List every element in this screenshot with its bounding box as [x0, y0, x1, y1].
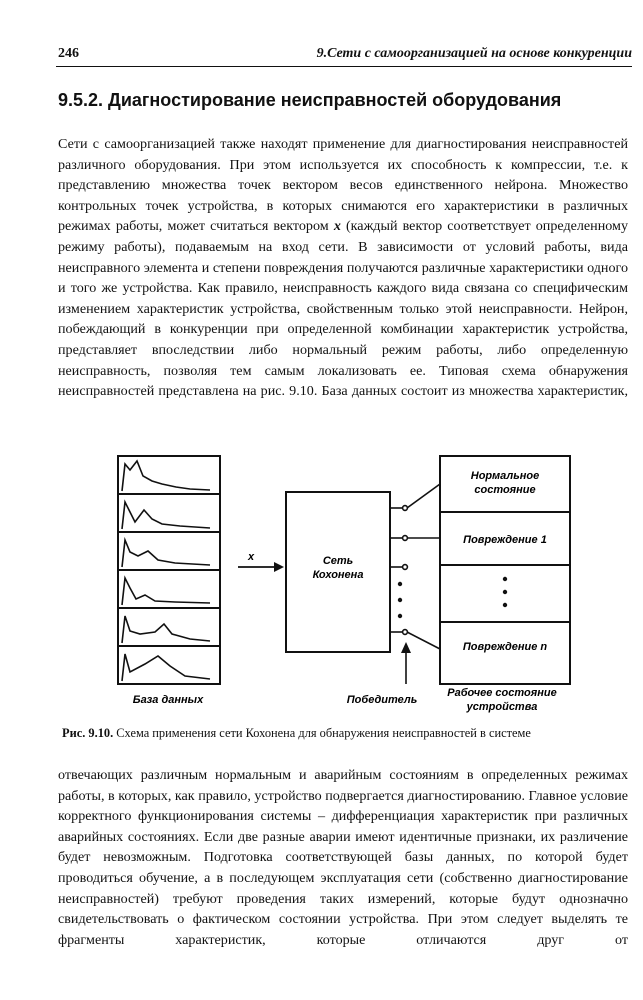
- switch-1: [407, 484, 440, 508]
- paragraph-1-part-a: Сети с самоорганизацией также находят применение для диагностирования неисправностей различного оборудования. При этом используется их способность к компрессии, т.е. к представлению множества точек вектором весов единственного нейрона. Множество контрольных точек устройства, в которых снимаются его характеристики в различных режимах работы, может считаться вектором: [58, 136, 628, 235]
- input-x-label: x: [248, 551, 255, 563]
- input-arrowhead: [274, 562, 284, 572]
- working-state-label-line2: устройства: [466, 701, 538, 713]
- figure-kohonen-diagnosis: [100, 454, 600, 719]
- paragraph-1-part-b: (каждый вектор соответствует определенному режиму работы), подаваемым на вход сети. В зависимости от условий работы, вида неисправного элемента и степени повреждения получаются различные характеристики одного и того же устройства. Как правило, неисправность каждого вида связана со специфическим изменением характеристик устройства, свойственным только этой неисправности. Нейрон, побеждающий в конкуренции при определенной комбинации характеристик устройства, представляет впоследствии либо нормальный режим работы, либо определенную неисправность, позволяя тем самым локализовать ее. Типовая схема обнаружения неисправностей представлена на рис. 9.10. База данных состоит из множества характеристик,: [58, 218, 629, 400]
- figure-caption: [62, 726, 642, 741]
- winner-label: Победитель: [346, 694, 418, 706]
- state-normal-line1: Нормальное: [470, 470, 540, 482]
- state-damage-n: Повреждение n: [462, 641, 548, 653]
- page-number: 246: [58, 46, 79, 61]
- chapter-title: 9.Сети с самоорганизацией на основе конкуренции: [316, 46, 632, 61]
- curve-3: [122, 540, 210, 567]
- running-head: [56, 46, 632, 67]
- paragraph-2: отвечающих различным нормальным и аварийным состояниям в определенных режимах работы, в которых, как правило, устройство подвергается диагностированию. Главное условие корректного функционирования системы – дифференциация характеристик при различных аварийных состояниях. Если две разные аварии имеют идентичные признаки, их различение будет невозможным. Подготовка соответствующей базы данных, по которой будет проводиться обучение, а в последующем эксплуатация сети (собственно диагностирование неисправностей) требуют проведения таких измерений, которые будут однозначно свидетельствовать о фактическом состоянии устройства. При этом следует выделять те фрагменты характеристик, которые отличаются друг от: [58, 767, 628, 948]
- curve-1: [122, 461, 210, 491]
- vector-x-symbol: x: [333, 218, 341, 235]
- network-label-line1: Сеть: [322, 555, 354, 567]
- paragraph-1: [58, 134, 628, 402]
- state-damage-1: Повреждение 1: [463, 534, 547, 546]
- network-label-line2: Кохонена: [312, 569, 364, 581]
- caption-text: Схема применения сети Кохонена для обнаружения неисправностей в системе: [116, 726, 531, 740]
- caption-number: Рис. 9.10.: [62, 726, 114, 740]
- contact-3: [403, 565, 408, 570]
- working-state-label-line1: Рабочее состояние: [447, 687, 557, 699]
- output-ellipsis-dots: [398, 582, 402, 618]
- switch-n: [407, 632, 440, 649]
- db-record-2: [118, 494, 220, 532]
- states-ellipsis-dots: [503, 577, 507, 607]
- contact-1: [403, 506, 408, 511]
- curve-4: [122, 578, 210, 605]
- contact-n: [403, 630, 408, 635]
- winner-arrowhead: [401, 642, 411, 653]
- curve-5: [122, 616, 210, 643]
- state-normal-line2: состояние: [474, 484, 536, 496]
- db-record-1: [118, 456, 220, 494]
- curve-2: [122, 502, 210, 529]
- curve-6: [122, 654, 210, 681]
- diagram: [100, 454, 600, 719]
- database-label: База данных: [132, 694, 204, 706]
- contact-2: [403, 536, 408, 541]
- section-heading: 9.5.2. Диагностирование неисправностей оборудования: [58, 90, 562, 110]
